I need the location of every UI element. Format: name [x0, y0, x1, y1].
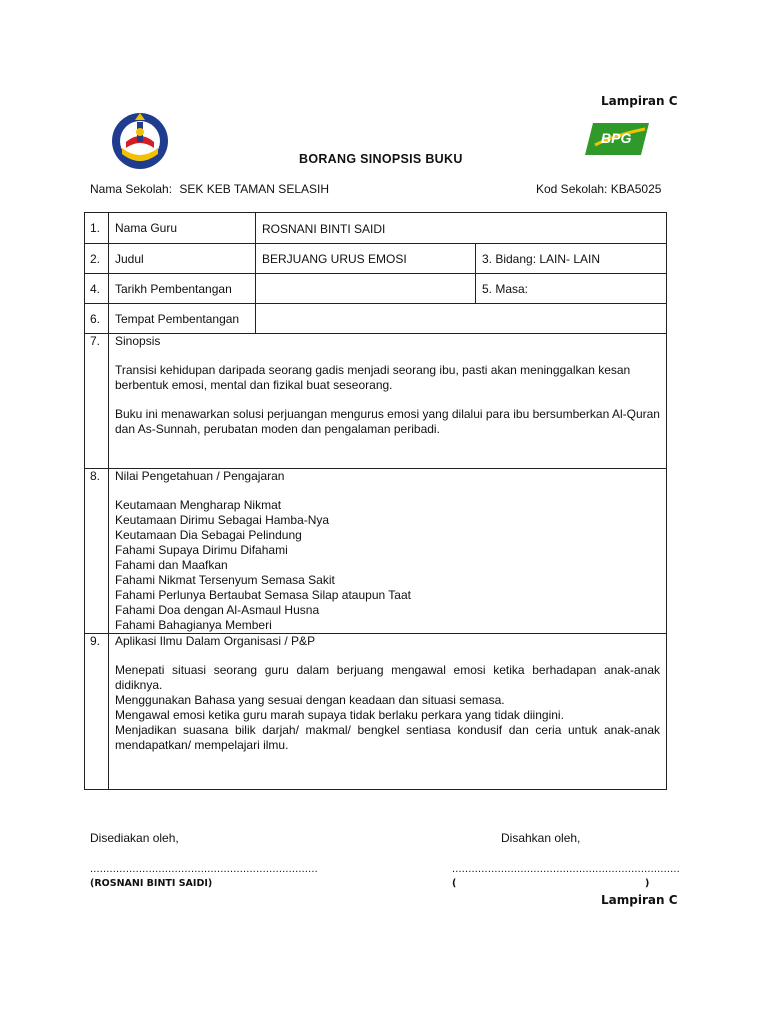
row-number: 7.: [85, 334, 109, 469]
form-title: BORANG SINOPSIS BUKU: [299, 152, 463, 166]
school-code-label: Kod Sekolah:: [536, 182, 608, 196]
prepared-name: (ROSNANI BINTI SAIDI): [90, 878, 213, 889]
approved-open-paren: (: [452, 878, 457, 889]
school-name-value: SEK KEB TAMAN SELASIH: [179, 182, 329, 196]
school-code-row: [536, 182, 661, 196]
lampiran-label-bottom: Lampiran C: [601, 893, 678, 907]
row-number: 1.: [85, 213, 109, 244]
field-label-nama-guru: Nama Guru: [109, 213, 256, 244]
list-item: Keutamaan Mengharap Nikmat: [115, 498, 282, 512]
aplikasi-paragraph: Menepati situasi seorang guru dalam berjuang mengawal emosi ketika berhadapan anak-anak didiknya.: [115, 663, 661, 692]
nilai-cell: [109, 469, 667, 634]
row-nilai: [85, 469, 667, 634]
row-number: 6.: [85, 304, 109, 334]
field-value-tempat: [256, 304, 667, 334]
bpg-logo-text: BPG: [601, 130, 632, 146]
list-item: Fahami Nikmat Tersenyum Semasa Sakit: [115, 573, 335, 587]
field-value-judul: BERJUANG URUS EMOSI: [256, 244, 476, 274]
sinopsis-paragraph: Transisi kehidupan daripada seorang gadis menjadi seorang ibu, pasti akan meninggalkan kesan berbentuk emosi, mental dan fizikal buat seseorang.: [115, 363, 631, 392]
aplikasi-paragraph: Menjadikan suasana bilik darjah/ makmal/ bengkel sentiasa kondusif dan ceria untuk anak-anak mendapatkan/ mempelajari ilmu.: [115, 723, 661, 752]
row-number: 8.: [85, 469, 109, 634]
sinopsis-cell: [109, 334, 667, 469]
approved-close-paren: ): [645, 878, 650, 889]
row-judul: [85, 244, 667, 274]
signature-line-left: ......................................................................: [90, 863, 318, 875]
row-tempat: [85, 304, 667, 334]
field-masa: 5. Masa:: [476, 274, 667, 304]
list-item: Fahami Doa dengan Al-Asmaul Husna: [115, 603, 320, 617]
aplikasi-label: Aplikasi Ilmu Dalam Organisasi / P&P: [115, 634, 316, 648]
bpg-logo: [585, 121, 651, 157]
sinopsis-label: Sinopsis: [115, 334, 161, 348]
field-label-tempat: Tempat Pembentangan: [109, 304, 256, 334]
prepared-by-label: Disediakan oleh,: [90, 831, 179, 845]
aplikasi-paragraph: Menggunakan Bahasa yang sesuai dengan keadaan dan situasi semasa.: [115, 693, 505, 707]
field-value-nama-guru: ROSNANI BINTI SAIDI: [256, 213, 667, 244]
list-item: Fahami Perlunya Bertaubat Semasa Silap ataupun Taat: [115, 588, 411, 602]
field-bidang: 3. Bidang: LAIN- LAIN: [476, 244, 667, 274]
list-item: Keutamaan Dia Sebagai Pelindung: [115, 528, 302, 542]
synopsis-form-table: [84, 212, 667, 790]
lampiran-label-top: Lampiran C: [601, 94, 678, 108]
field-value-tarikh: [256, 274, 476, 304]
row-nama-guru: [85, 213, 667, 244]
school-name-label: Nama Sekolah:: [90, 182, 173, 196]
row-number: 4.: [85, 274, 109, 304]
row-number: 9.: [85, 634, 109, 790]
list-item: Fahami Bahagianya Memberi: [115, 618, 272, 632]
school-name-row: [90, 182, 329, 196]
approved-by-label: Disahkan oleh,: [501, 831, 581, 845]
aplikasi-cell: [109, 634, 667, 790]
list-item: Fahami dan Maafkan: [115, 558, 228, 572]
sinopsis-paragraph: Buku ini menawarkan solusi perjuangan mengurus emosi yang dilalui para ibu bersumberkan Al-Quran dan As-Sunnah, perubatan moden dan pengalaman peribadi.: [115, 407, 660, 436]
row-sinopsis: [85, 334, 667, 469]
list-item: Fahami Supaya Dirimu Difahami: [115, 543, 288, 557]
list-item: Keutamaan Dirimu Sebagai Hamba-Nya: [115, 513, 330, 527]
signature-line-right: ......................................................................: [452, 863, 680, 875]
aplikasi-paragraph: Mengawal emosi ketika guru marah supaya tidak berlaku perkara yang tidak diingini.: [115, 708, 564, 722]
kpm-logo: [108, 110, 174, 172]
row-tarikh: [85, 274, 667, 304]
field-label-tarikh: Tarikh Pembentangan: [109, 274, 256, 304]
row-aplikasi: [85, 634, 667, 790]
row-number: 2.: [85, 244, 109, 274]
field-label-judul: Judul: [109, 244, 256, 274]
nilai-label: Nilai Pengetahuan / Pengajaran: [115, 469, 285, 483]
school-code-value: KBA5025: [610, 182, 662, 196]
